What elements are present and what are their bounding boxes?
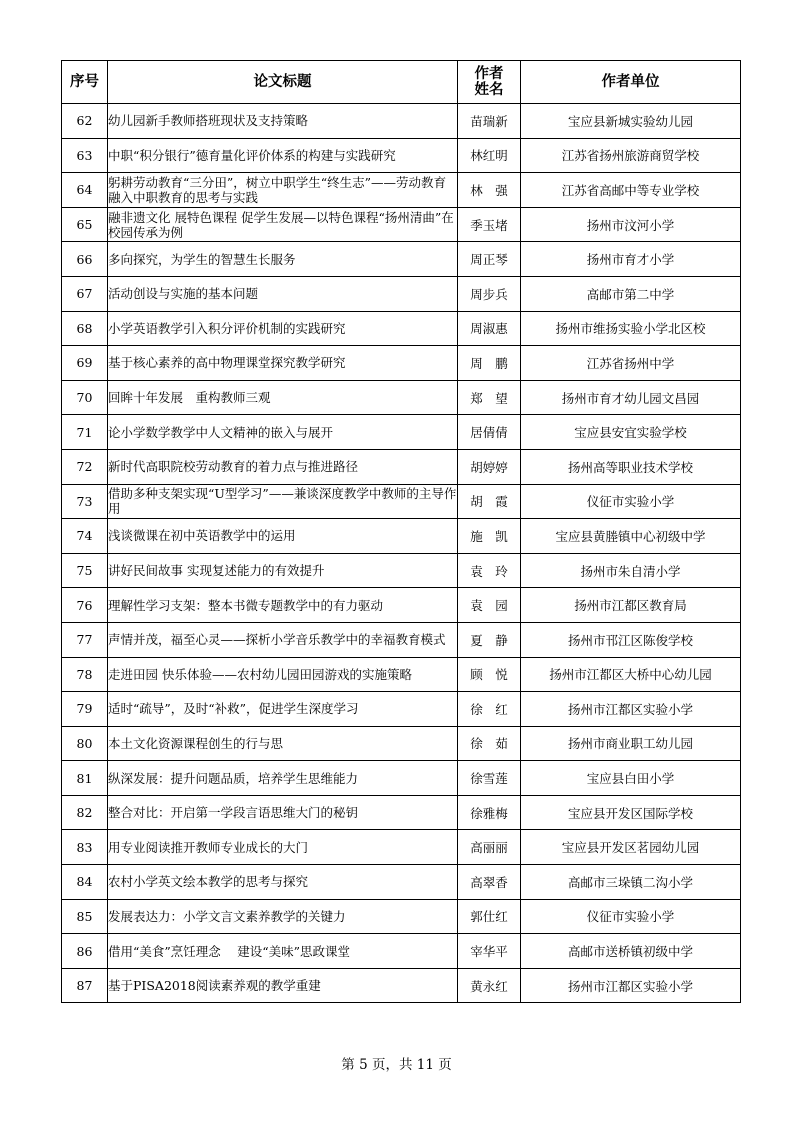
table-row: [62, 311, 741, 346]
paper-title: 纵深发展：提升问题品质，培养学生思维能力: [108, 761, 458, 796]
paper-title: 农村小学英文绘本教学的思考与探究: [108, 865, 458, 900]
table-row: [62, 830, 741, 865]
author-unit: 宝应县开发区国际学校: [521, 795, 741, 830]
author-name: 周淑惠: [458, 311, 521, 346]
author-name: 林 强: [458, 173, 521, 208]
paper-title: 回眸十年发展 重构教师三观: [108, 380, 458, 415]
author-name: 高丽丽: [458, 830, 521, 865]
author-unit: 江苏省高邮中等专业学校: [521, 173, 741, 208]
author-name: 季玉堵: [458, 207, 521, 242]
row-number: 70: [62, 380, 108, 415]
row-number: 82: [62, 795, 108, 830]
author-name: 徐雪莲: [458, 761, 521, 796]
table-row: [62, 346, 741, 381]
table-row: [62, 622, 741, 657]
table-body: [62, 104, 741, 1003]
paper-list-table: [61, 60, 741, 1003]
author-unit: 扬州市商业职工幼儿园: [521, 726, 741, 761]
row-number: 81: [62, 761, 108, 796]
row-number: 86: [62, 934, 108, 969]
author-unit: 仪征市实验小学: [521, 899, 741, 934]
paper-title: 幼儿园新手教师搭班现状及支持策略: [108, 104, 458, 139]
author-name: 周步兵: [458, 276, 521, 311]
author-unit: 扬州高等职业技术学校: [521, 449, 741, 484]
author-unit: 宝应县新城实验幼儿园: [521, 104, 741, 139]
table-row: [62, 968, 741, 1003]
row-number: 80: [62, 726, 108, 761]
row-number: 69: [62, 346, 108, 381]
author-unit: 扬州市江都区教育局: [521, 588, 741, 623]
author-name: 胡婷婷: [458, 449, 521, 484]
row-number: 68: [62, 311, 108, 346]
paper-title: 浅谈微课在初中英语教学中的运用: [108, 519, 458, 554]
row-number: 77: [62, 622, 108, 657]
author-unit: 宝应县开发区茗园幼儿园: [521, 830, 741, 865]
paper-title: 用专业阅读推开教师专业成长的大门: [108, 830, 458, 865]
table-row: [62, 519, 741, 554]
author-name: 郑 望: [458, 380, 521, 415]
author-unit: 扬州市维扬实验小学北区校: [521, 311, 741, 346]
author-unit: 扬州市汶河小学: [521, 207, 741, 242]
table-row: [62, 588, 741, 623]
table-row: [62, 173, 741, 208]
author-unit: 扬州市邗江区陈俊学校: [521, 622, 741, 657]
author-name: 夏 静: [458, 622, 521, 657]
row-number: 71: [62, 415, 108, 450]
table-row: [62, 865, 741, 900]
table-row: [62, 553, 741, 588]
table-row: [62, 484, 741, 519]
header-num: 序号: [62, 61, 108, 104]
author-unit: 江苏省扬州中学: [521, 346, 741, 381]
paper-title: 活动创设与实施的基本问题: [108, 276, 458, 311]
row-number: 76: [62, 588, 108, 623]
row-number: 73: [62, 484, 108, 519]
table-row: [62, 657, 741, 692]
author-unit: 扬州市育才幼儿园文昌园: [521, 380, 741, 415]
author-unit: 扬州市江都区实验小学: [521, 692, 741, 727]
author-unit: 扬州市江都区实验小学: [521, 968, 741, 1003]
table-row: [62, 449, 741, 484]
table-row: [62, 934, 741, 969]
row-number: 67: [62, 276, 108, 311]
paper-title: 适时“疏导”，及时“补救”，促进学生深度学习: [108, 692, 458, 727]
author-unit: 扬州市江都区大桥中心幼儿园: [521, 657, 741, 692]
paper-title: 发展表达力：小学文言文素养教学的关键力: [108, 899, 458, 934]
author-unit: 宝应县白田小学: [521, 761, 741, 796]
author-unit: 高邮市三垛镇二沟小学: [521, 865, 741, 900]
author-name: 顾 悦: [458, 657, 521, 692]
author-name: 林红明: [458, 138, 521, 173]
row-number: 72: [62, 449, 108, 484]
table-row: [62, 104, 741, 139]
paper-title: 理解性学习支架：整本书微专题教学中的有力驱动: [108, 588, 458, 623]
paper-title: 走进田园 快乐体验——农村幼儿园田园游戏的实施策略: [108, 657, 458, 692]
row-number: 85: [62, 899, 108, 934]
paper-title: 中职“积分银行”德育量化评价体系的构建与实践研究: [108, 138, 458, 173]
page-footer: 第 5 页，共 11 页: [341, 1057, 452, 1073]
paper-title: 基于PISA2018阅读素养观的教学重建: [108, 968, 458, 1003]
table-row: [62, 726, 741, 761]
author-name: 周正琴: [458, 242, 521, 277]
author-unit: 仪征市实验小学: [521, 484, 741, 519]
author-unit: 扬州市朱自清小学: [521, 553, 741, 588]
table-row: [62, 207, 741, 242]
paper-title: 整合对比：开启第一学段言语思维大门的秘钥: [108, 795, 458, 830]
author-name: 郭仕红: [458, 899, 521, 934]
author-name: 徐雅梅: [458, 795, 521, 830]
paper-title: 融非遗文化 展特色课程 促学生发展—以特色课程“扬州清曲”在校园传承为例: [108, 207, 458, 242]
paper-title: 本土文化资源课程创生的行与思: [108, 726, 458, 761]
row-number: 78: [62, 657, 108, 692]
author-unit: 扬州市育才小学: [521, 242, 741, 277]
row-number: 62: [62, 104, 108, 139]
row-number: 74: [62, 519, 108, 554]
header-title: 论文标题: [108, 61, 458, 104]
row-number: 75: [62, 553, 108, 588]
paper-title: 基于核心素养的高中物理课堂探究教学研究: [108, 346, 458, 381]
author-name: 施 凯: [458, 519, 521, 554]
paper-title: 小学英语教学引入积分评价机制的实践研究: [108, 311, 458, 346]
author-name: 袁 园: [458, 588, 521, 623]
row-number: 84: [62, 865, 108, 900]
author-unit: 江苏省扬州旅游商贸学校: [521, 138, 741, 173]
table-row: [62, 276, 741, 311]
paper-title: 借助多种支架实现“U型学习”——兼谈深度教学中教师的主导作用: [108, 484, 458, 519]
author-name: 高翠香: [458, 865, 521, 900]
author-name: 袁 玲: [458, 553, 521, 588]
table-row: [62, 415, 741, 450]
paper-title: 声情并茂，福至心灵——探析小学音乐教学中的幸福教育模式: [108, 622, 458, 657]
row-number: 79: [62, 692, 108, 727]
author-name: 徐 红: [458, 692, 521, 727]
table-row: [62, 242, 741, 277]
paper-title: 多向探究，为学生的智慧生长服务: [108, 242, 458, 277]
paper-title: 新时代高职院校劳动教育的着力点与推进路径: [108, 449, 458, 484]
row-number: 65: [62, 207, 108, 242]
author-unit: 高邮市送桥镇初级中学: [521, 934, 741, 969]
author-name: 胡 霞: [458, 484, 521, 519]
table-row: [62, 380, 741, 415]
paper-title: 躬耕劳动教育“三分田”，树立中职学生“终生志”——劳动教育融入中职教育的思考与实践: [108, 173, 458, 208]
paper-title: 讲好民间故事 实现复述能力的有效提升: [108, 553, 458, 588]
header-unit: 作者单位: [521, 61, 741, 104]
author-name: 苗瑞新: [458, 104, 521, 139]
row-number: 64: [62, 173, 108, 208]
row-number: 63: [62, 138, 108, 173]
author-name: 黄永红: [458, 968, 521, 1003]
paper-title: 论小学数学教学中人文精神的嵌入与展开: [108, 415, 458, 450]
author-unit: 宝应县黄塍镇中心初级中学: [521, 519, 741, 554]
author-name: 徐 茹: [458, 726, 521, 761]
table-row: [62, 761, 741, 796]
paper-title: 借用“美食”烹饪理念 建设“美味”思政课堂: [108, 934, 458, 969]
table-row: [62, 899, 741, 934]
row-number: 66: [62, 242, 108, 277]
table-row: [62, 795, 741, 830]
author-name: 宰华平: [458, 934, 521, 969]
row-number: 87: [62, 968, 108, 1003]
author-unit: 高邮市第二中学: [521, 276, 741, 311]
author-name: 居倩倩: [458, 415, 521, 450]
header-author: 作者 姓名: [458, 61, 521, 104]
table-row: [62, 692, 741, 727]
author-unit: 宝应县安宜实验学校: [521, 415, 741, 450]
author-name: 周 鹏: [458, 346, 521, 381]
table-header-row: [62, 61, 741, 104]
table-row: [62, 138, 741, 173]
row-number: 83: [62, 830, 108, 865]
